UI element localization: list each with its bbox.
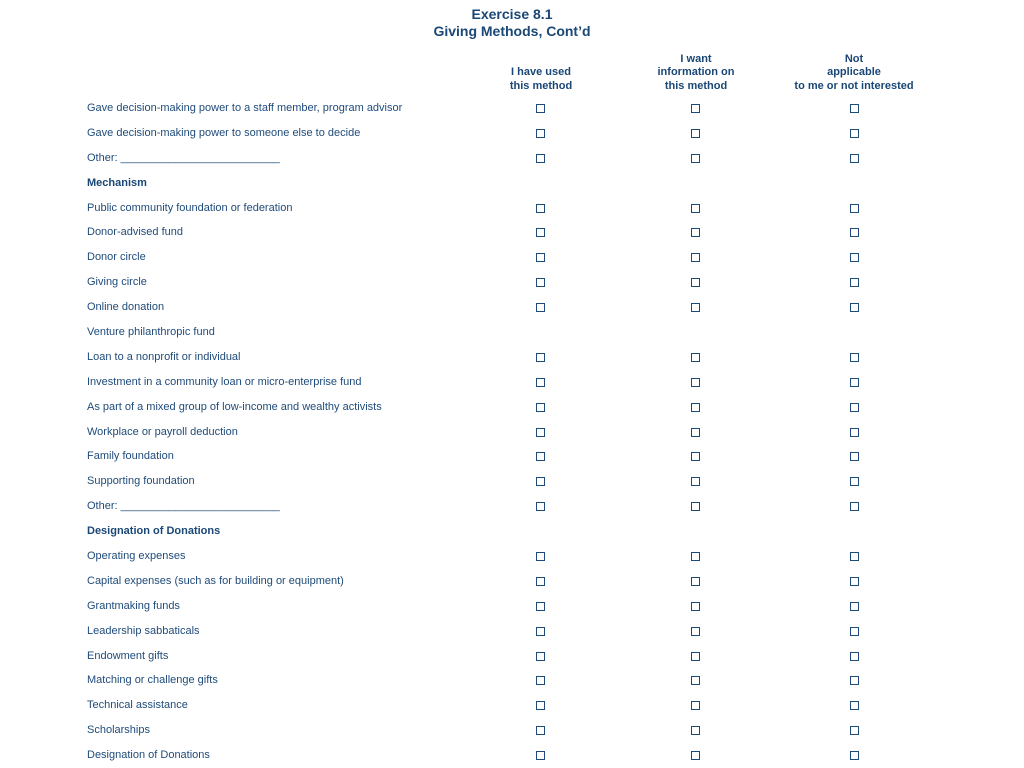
- column-header-used: I have used this method: [509, 66, 573, 92]
- item-label: Investment in a community loan or micro-enterprise fund: [87, 375, 362, 388]
- checkbox-not-applicable[interactable]: [850, 502, 859, 511]
- list-item: [0, 444, 1024, 469]
- list-item: [0, 544, 1024, 569]
- checkbox-used[interactable]: [536, 701, 545, 710]
- list-item: [0, 569, 1024, 594]
- checkbox-used[interactable]: [536, 403, 545, 412]
- list-item: [0, 668, 1024, 693]
- checkbox-used[interactable]: [536, 726, 545, 735]
- item-label: Family foundation: [87, 450, 174, 463]
- list-item: [0, 345, 1024, 370]
- checkbox-used[interactable]: [536, 552, 545, 561]
- checkbox-want-info[interactable]: [691, 154, 700, 163]
- checkbox-want-info[interactable]: [691, 303, 700, 312]
- checkbox-not-applicable[interactable]: [850, 129, 859, 138]
- checkbox-not-applicable[interactable]: [850, 228, 859, 237]
- checkbox-not-applicable[interactable]: [850, 726, 859, 735]
- checkbox-want-info[interactable]: [691, 403, 700, 412]
- item-label: Other: __________________________: [87, 151, 280, 164]
- checkbox-used[interactable]: [536, 602, 545, 611]
- checkbox-used[interactable]: [536, 751, 545, 760]
- item-label: Donor-advised fund: [87, 226, 184, 239]
- checkbox-used[interactable]: [536, 104, 545, 113]
- checkbox-want-info[interactable]: [691, 627, 700, 636]
- checkbox-not-applicable[interactable]: [850, 602, 859, 611]
- checkbox-not-applicable[interactable]: [850, 104, 859, 113]
- checkbox-not-applicable[interactable]: [850, 154, 859, 163]
- checkbox-want-info[interactable]: [691, 278, 700, 287]
- item-label: Donor circle: [87, 251, 146, 264]
- item-label: Endowment gifts: [87, 649, 169, 662]
- item-label: Designation of Donations: [87, 749, 210, 762]
- checkbox-want-info[interactable]: [691, 353, 700, 362]
- checkbox-not-applicable[interactable]: [850, 676, 859, 685]
- checkbox-not-applicable[interactable]: [850, 577, 859, 586]
- list-item: [0, 469, 1024, 494]
- checkbox-want-info[interactable]: [691, 253, 700, 262]
- section-heading: Mechanism: [87, 176, 147, 189]
- checkbox-want-info[interactable]: [691, 577, 700, 586]
- checkbox-not-applicable[interactable]: [850, 378, 859, 387]
- list-item: [0, 121, 1024, 146]
- list-item: [0, 270, 1024, 295]
- checkbox-not-applicable[interactable]: [850, 204, 859, 213]
- section-heading-row: [0, 519, 1024, 544]
- exercise-subtitle: Giving Methods, Cont’d: [433, 23, 591, 39]
- checkbox-not-applicable[interactable]: [850, 652, 859, 661]
- column-header-not-applicable: Not applicable to me or not interested: [794, 52, 914, 92]
- section-heading: Designation of Donations: [87, 525, 221, 538]
- list-item: [0, 395, 1024, 420]
- item-label: Venture philanthropic fund: [87, 326, 215, 339]
- list-item: [0, 320, 1024, 345]
- list-item: [0, 644, 1024, 669]
- checkbox-used[interactable]: [536, 477, 545, 486]
- checkbox-used[interactable]: [536, 154, 545, 163]
- item-label: Operating expenses: [87, 550, 186, 563]
- list-item: [0, 96, 1024, 121]
- checkbox-not-applicable[interactable]: [850, 701, 859, 710]
- checkbox-used[interactable]: [536, 577, 545, 586]
- checkbox-want-info[interactable]: [691, 502, 700, 511]
- list-item: [0, 619, 1024, 644]
- checkbox-want-info[interactable]: [691, 378, 700, 387]
- item-label: Technical assistance: [87, 699, 188, 712]
- checkbox-used[interactable]: [536, 253, 545, 262]
- item-label: As part of a mixed group of low-income and wealthy activists: [87, 400, 382, 413]
- item-label: Gave decision-making power to a staff member, program advisor: [87, 102, 403, 114]
- list-item: [0, 494, 1024, 519]
- exercise-title: Exercise 8.1: [471, 6, 553, 22]
- checkbox-not-applicable[interactable]: [850, 477, 859, 486]
- list-item: [0, 370, 1024, 395]
- checkbox-used[interactable]: [536, 502, 545, 511]
- list-item: [0, 220, 1024, 245]
- item-label: Other: __________________________: [87, 500, 280, 513]
- checkbox-want-info[interactable]: [691, 701, 700, 710]
- item-label: Scholarships: [87, 724, 150, 737]
- item-label: Capital expenses (such as for building or equipment): [87, 574, 344, 587]
- checkbox-want-info[interactable]: [691, 204, 700, 213]
- checkbox-want-info[interactable]: [691, 552, 700, 561]
- checkbox-not-applicable[interactable]: [850, 403, 859, 412]
- checkbox-not-applicable[interactable]: [850, 428, 859, 437]
- checkbox-not-applicable[interactable]: [850, 353, 859, 362]
- item-label: Gave decision-making power to someone else to decide: [87, 126, 361, 139]
- item-label: Supporting foundation: [87, 475, 195, 488]
- list-item: [0, 196, 1024, 221]
- item-label: Workplace or payroll deduction: [87, 425, 238, 438]
- checkbox-want-info[interactable]: [691, 452, 700, 461]
- checkbox-want-info[interactable]: [691, 726, 700, 735]
- list-item: [0, 245, 1024, 270]
- checkbox-not-applicable[interactable]: [850, 751, 859, 760]
- list-item: [0, 295, 1024, 320]
- item-label: Public community foundation or federation: [87, 201, 293, 214]
- item-label: Grantmaking funds: [87, 599, 180, 612]
- checkbox-not-applicable[interactable]: [850, 452, 859, 461]
- checkbox-used[interactable]: [536, 652, 545, 661]
- section-heading-row: [0, 171, 1024, 196]
- checkbox-used[interactable]: [536, 378, 545, 387]
- checkbox-want-info[interactable]: [691, 477, 700, 486]
- list-item: [0, 420, 1024, 445]
- list-item: [0, 743, 1024, 768]
- checkbox-used[interactable]: [536, 627, 545, 636]
- checkbox-used[interactable]: [536, 428, 545, 437]
- checkbox-not-applicable[interactable]: [850, 303, 859, 312]
- checkbox-not-applicable[interactable]: [850, 627, 859, 636]
- checkbox-used[interactable]: [536, 676, 545, 685]
- checkbox-used[interactable]: [536, 452, 545, 461]
- checkbox-want-info[interactable]: [691, 751, 700, 760]
- list-item: [0, 146, 1024, 171]
- checkbox-want-info[interactable]: [691, 228, 700, 237]
- item-label: Loan to a nonprofit or individual: [87, 350, 241, 363]
- checkbox-want-info[interactable]: [691, 129, 700, 138]
- checkbox-used[interactable]: [536, 353, 545, 362]
- page-header: [0, 6, 1024, 40]
- item-label: Giving circle: [87, 276, 147, 289]
- checkbox-not-applicable[interactable]: [850, 552, 859, 561]
- checkbox-want-info[interactable]: [691, 428, 700, 437]
- checkbox-not-applicable[interactable]: [850, 278, 859, 287]
- checkbox-want-info[interactable]: [691, 652, 700, 661]
- checkbox-used[interactable]: [536, 228, 545, 237]
- item-label: Online donation: [87, 301, 165, 314]
- list-item: [0, 693, 1024, 718]
- item-label: Matching or challenge gifts: [87, 674, 218, 687]
- checkbox-want-info[interactable]: [691, 676, 700, 685]
- checkbox-used[interactable]: [536, 204, 545, 213]
- list-item: [0, 594, 1024, 619]
- checkbox-want-info[interactable]: [691, 602, 700, 611]
- column-header-want-info: I want information on this method: [657, 52, 735, 92]
- checkbox-used[interactable]: [536, 278, 545, 287]
- giving-methods-list: [0, 96, 1024, 768]
- list-item: [0, 718, 1024, 743]
- checkbox-used[interactable]: [536, 129, 545, 138]
- checkbox-not-applicable[interactable]: [850, 253, 859, 262]
- checkbox-used[interactable]: [536, 303, 545, 312]
- item-label: Leadership sabbaticals: [87, 624, 200, 637]
- checkbox-want-info[interactable]: [691, 104, 700, 113]
